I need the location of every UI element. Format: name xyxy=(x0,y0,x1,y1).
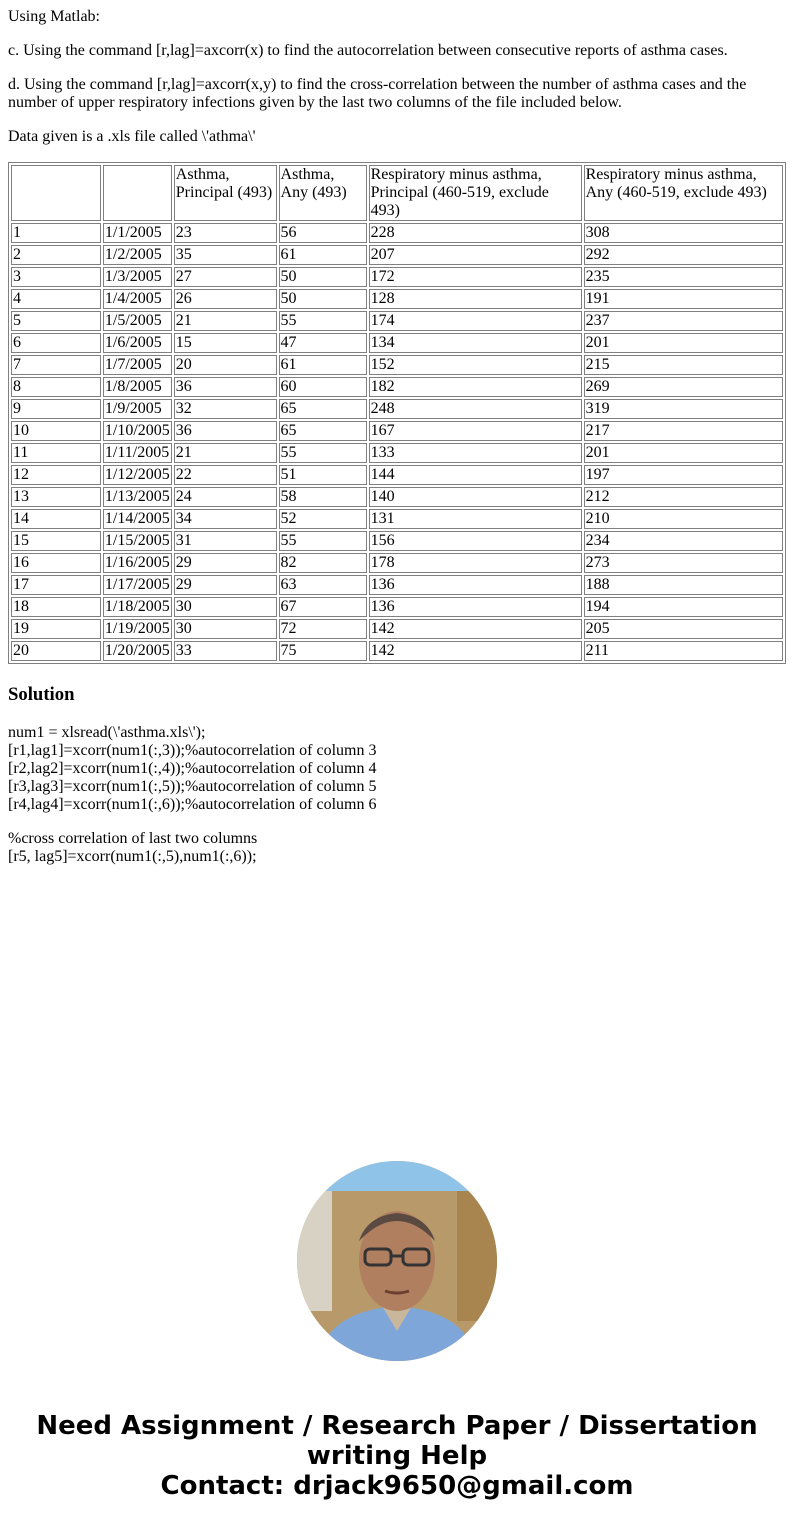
table-cell: 67 xyxy=(279,597,367,617)
table-cell: 1/14/2005 xyxy=(104,510,170,527)
table-cell: 142 xyxy=(369,619,582,639)
table-cell: 32 xyxy=(174,399,277,419)
table-cell: 29 xyxy=(174,553,277,573)
table-cell: 136 xyxy=(369,575,582,595)
table-cell: 55 xyxy=(279,531,367,551)
table-cell: 19 xyxy=(11,619,101,639)
table-cell: 1/16/2005 xyxy=(104,554,170,571)
table-cell: 36 xyxy=(174,421,277,441)
table-row xyxy=(11,531,783,551)
table-cell: 197 xyxy=(584,465,783,485)
table-cell: 210 xyxy=(584,509,783,529)
table-row xyxy=(11,641,783,661)
table-cell xyxy=(103,165,172,221)
table-cell xyxy=(11,165,101,221)
table-cell: 20 xyxy=(11,641,101,661)
table-row xyxy=(11,377,783,397)
table-cell: 174 xyxy=(369,311,582,331)
table-row xyxy=(11,553,783,573)
table-cell: 1/10/2005 xyxy=(104,422,170,439)
table-cell: 27 xyxy=(174,267,277,287)
table-cell: 144 xyxy=(369,465,582,485)
table-cell: 65 xyxy=(279,421,367,441)
table-cell: 58 xyxy=(279,487,367,507)
table-cell: 30 xyxy=(174,597,277,617)
table-cell: 13 xyxy=(11,487,101,507)
table-row xyxy=(11,619,783,639)
table-cell: 8 xyxy=(11,377,101,397)
code-line: [r3,lag3]=xcorr(num1(:,5));%autocorrelation of column 5 xyxy=(8,778,377,795)
table-cell: 1/19/2005 xyxy=(104,620,170,637)
table-row xyxy=(11,465,783,485)
table-cell: 72 xyxy=(279,619,367,639)
table-cell: 47 xyxy=(279,333,367,353)
table-cell: 136 xyxy=(369,597,582,617)
table-cell: 292 xyxy=(584,245,783,265)
table-cell: 201 xyxy=(584,333,783,353)
table-cell: 50 xyxy=(279,289,367,309)
table-cell: 50 xyxy=(279,267,367,287)
table-cell: 10 xyxy=(11,421,101,441)
table-cell: 142 xyxy=(369,641,582,661)
table-row xyxy=(11,421,783,441)
table-cell: 5 xyxy=(11,311,101,331)
table-cell: 1/15/2005 xyxy=(104,532,170,549)
table-cell: 215 xyxy=(584,355,783,375)
table-cell: 17 xyxy=(11,575,101,595)
table-cell: 7 xyxy=(11,355,101,375)
table-cell: 194 xyxy=(584,597,783,617)
table-row xyxy=(11,597,783,617)
promo-line-2: writing Help xyxy=(306,1441,488,1471)
table-cell: 23 xyxy=(174,223,277,243)
table-cell: 191 xyxy=(584,289,783,309)
table-cell: 133 xyxy=(369,443,582,463)
table-cell: 131 xyxy=(369,509,582,529)
code-block-crosscorrelation xyxy=(8,830,786,866)
table-cell: 63 xyxy=(279,575,367,595)
table-cell: 16 xyxy=(11,553,101,573)
table-cell: Asthma, Principal (493) xyxy=(174,165,277,221)
table-cell: 31 xyxy=(174,531,277,551)
table-cell: 2 xyxy=(11,245,101,265)
table-cell: 188 xyxy=(584,575,783,595)
table-cell: 211 xyxy=(584,641,783,661)
table-cell: 9 xyxy=(11,399,101,419)
table-cell: 6 xyxy=(11,333,101,353)
table-cell: 248 xyxy=(369,399,582,419)
table-cell: 55 xyxy=(279,311,367,331)
table-cell: 15 xyxy=(174,333,277,353)
table-cell: 3 xyxy=(11,267,101,287)
table-cell: 61 xyxy=(279,245,367,265)
code-line: [r1,lag1]=xcorr(num1(:,3));%autocorrelation of column 3 xyxy=(8,742,377,759)
table-cell: 1/13/2005 xyxy=(104,488,170,505)
code-line: %cross correlation of last two columns xyxy=(8,830,258,847)
table-cell: 26 xyxy=(174,289,277,309)
code-line: [r2,lag2]=xcorr(num1(:,4));%autocorrelation of column 4 xyxy=(8,760,377,777)
question-part-d: d. Using the command [r,lag]=axcorr(x,y) to find the cross-correlation between the number of asthma cases and the number of upper respiratory infections given by the last two columns of the file included below. xyxy=(8,76,747,111)
table-cell: 1/6/2005 xyxy=(103,333,172,353)
table-cell: 167 xyxy=(369,421,582,441)
table-cell: 1 xyxy=(11,223,101,243)
table-cell: 35 xyxy=(174,245,277,265)
table-cell: 1/20/2005 xyxy=(104,642,170,659)
table-cell: 172 xyxy=(369,267,582,287)
table-cell: 228 xyxy=(369,223,582,243)
table-cell: 1/7/2005 xyxy=(103,355,172,375)
table-cell: 33 xyxy=(174,641,277,661)
table-cell: 1/5/2005 xyxy=(103,311,172,331)
table-cell: 1/18/2005 xyxy=(104,598,170,615)
table-row xyxy=(11,245,783,265)
table-cell: 237 xyxy=(584,311,783,331)
table-cell: 1/9/2005 xyxy=(103,399,172,419)
table-cell: 12 xyxy=(11,465,101,485)
table-cell: 1/17/2005 xyxy=(104,576,170,593)
code-block-autocorrelation xyxy=(8,724,786,814)
table-cell: 65 xyxy=(279,399,367,419)
table-cell: 234 xyxy=(584,531,783,551)
table-cell: 140 xyxy=(369,487,582,507)
table-cell: 156 xyxy=(369,531,582,551)
table-cell: 308 xyxy=(584,223,783,243)
table-row xyxy=(11,267,783,287)
table-cell: 14 xyxy=(11,509,101,529)
table-cell: 1/12/2005 xyxy=(104,466,170,483)
table-cell: 217 xyxy=(584,421,783,441)
table-row xyxy=(11,289,783,309)
table-cell: 273 xyxy=(584,553,783,573)
intro-text: Using Matlab: xyxy=(8,8,100,25)
question-part-c: c. Using the command [r,lag]=axcorr(x) to find the autocorrelation between consecutive reports of asthma cases. xyxy=(8,42,728,59)
promo-line-1: Need Assignment / Research Paper / Dissertation xyxy=(36,1411,758,1441)
table-cell: Respiratory minus asthma, Principal (460-519, exclude 493) xyxy=(369,165,582,221)
table-cell: 82 xyxy=(279,553,367,573)
table-row xyxy=(11,487,783,507)
table-cell: 75 xyxy=(279,641,367,661)
table-cell: 15 xyxy=(11,531,101,551)
table-row xyxy=(11,399,783,419)
table-cell: 134 xyxy=(369,333,582,353)
table-row xyxy=(11,509,783,529)
table-cell: 152 xyxy=(369,355,582,375)
table-cell: 30 xyxy=(174,619,277,639)
data-note: Data given is a .xls file called \'athma\' xyxy=(8,128,256,145)
table-cell: 201 xyxy=(584,443,783,463)
table-cell: 29 xyxy=(174,575,277,595)
table-row xyxy=(11,333,783,353)
code-line: num1 = xlsread(\'asthma.xls\'); xyxy=(8,724,206,741)
table-row xyxy=(11,443,783,463)
table-cell: 207 xyxy=(369,245,582,265)
table-cell: 11 xyxy=(11,443,101,463)
code-line: [r4,lag4]=xcorr(num1(:,6));%autocorrelation of column 6 xyxy=(8,796,377,813)
table-cell: 1/2/2005 xyxy=(103,245,172,265)
table-row xyxy=(11,311,783,331)
table-cell: 1/1/2005 xyxy=(103,223,172,243)
table-cell: 21 xyxy=(174,311,277,331)
table-cell: 178 xyxy=(369,553,582,573)
table-row xyxy=(11,223,783,243)
table-cell: 212 xyxy=(584,487,783,507)
data-table xyxy=(8,162,786,664)
document-body xyxy=(0,8,794,866)
solution-heading: Solution xyxy=(8,684,75,705)
table-cell: 52 xyxy=(279,509,367,529)
promo-contact: Contact: drjack9650@gmail.com xyxy=(160,1471,634,1501)
table-cell: 21 xyxy=(174,443,277,463)
table-cell: 24 xyxy=(174,487,277,507)
table-cell: 60 xyxy=(279,377,367,397)
table-cell: 4 xyxy=(11,289,101,309)
table-cell: 55 xyxy=(279,443,367,463)
author-avatar xyxy=(297,1161,497,1361)
table-row xyxy=(11,575,783,595)
table-cell: Respiratory minus asthma, Any (460-519, exclude 493) xyxy=(584,165,783,221)
table-cell: 1/11/2005 xyxy=(103,443,172,463)
table-cell: 128 xyxy=(369,289,582,309)
table-cell: 1/8/2005 xyxy=(103,377,172,397)
table-cell: 1/3/2005 xyxy=(103,267,172,287)
table-cell: 36 xyxy=(174,377,277,397)
table-row xyxy=(11,355,783,375)
table-cell: 20 xyxy=(174,355,277,375)
table-cell: 269 xyxy=(584,377,783,397)
promo-banner xyxy=(0,1411,794,1501)
table-cell: 51 xyxy=(279,465,367,485)
table-cell: 34 xyxy=(174,509,277,529)
table-cell: 319 xyxy=(584,399,783,419)
table-cell: 235 xyxy=(584,267,783,287)
code-line: [r5, lag5]=xcorr(num1(:,5),num1(:,6)); xyxy=(8,848,257,865)
table-header-row xyxy=(11,165,783,221)
table-cell: 18 xyxy=(11,597,101,617)
table-cell: 22 xyxy=(174,465,277,485)
table-cell: 1/4/2005 xyxy=(103,289,172,309)
table-cell: 61 xyxy=(279,355,367,375)
table-cell: 56 xyxy=(279,223,367,243)
table-cell: 182 xyxy=(369,377,582,397)
table-cell: Asthma, Any (493) xyxy=(279,165,367,221)
table-cell: 205 xyxy=(584,619,783,639)
